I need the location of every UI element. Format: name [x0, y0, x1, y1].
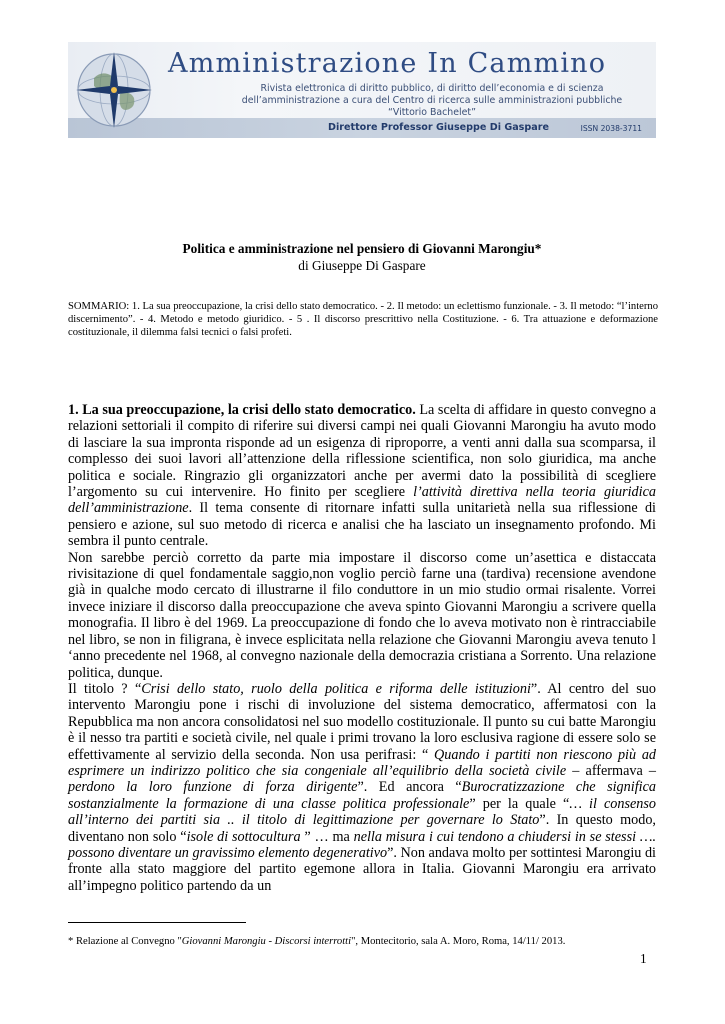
banner-description-line: dell’amministrazione a cura del Centro di ricerca sulle amministrazioni pubbliche [241, 95, 623, 106]
summary: SOMMARIO: 1. La sua preoccupazione, la crisi dello stato democratico. - 2. Il metodo: un eclettismo funzionale. - 3. Il metodo: “l’interno discernimento”. - 4. Metodo e metodo giuridico. - 5 . Il discorso prescrittivo nella Costituzione. - 6. Tra attuazione e deformazione costituzionale, il dilemma falsi tecnici o falsi profeti. [68, 301, 658, 339]
text-run: ", Montecitorio, sala A. Moro, Roma, 14/11/ 2013. [351, 936, 566, 947]
text-run: . Il tema consente di ritornare infatti sulla unitarietà nella sua riflessione di pensiero e azione, sul suo metodo di ricerca e analisi che ha lasciato un insegnamento profondo. Mi sembra il punto centrale. [68, 500, 656, 550]
section-heading: 1. La sua preoccupazione, la crisi dello stato democratico. [68, 402, 416, 418]
text-run: ”. Non andava molto per sottintesi Marongiu di fronte alla stato maggiore del partito egemone allora in Italia. Giovanni Marongiu era arrivato all’impegno politico partendo da un [68, 844, 656, 894]
text-run: ”. Al centro del suo intervento Marongiu pone i rischi di involuzione del sistema democratico, affermatosi con la Repubblica ma non ancora consolidatosi nel suo modello costituzionale. Il punto su cui batte Marongiu è il nesso tra partiti e società civile, nel quale i primi trovano la loro esclusiva ragione di essere solo se effettivamente al servizio della seconda. Non usa perifrasi: “ [68, 680, 656, 763]
text-run: ”. Ed ancora “ [357, 779, 462, 796]
italic-run: Crisi dello stato, ruolo della politica e riforma delle istituzioni [141, 680, 531, 697]
italic-run: Burocratizzazione che significa sostanzialmente la formazione di una classe politica professionale [68, 779, 656, 812]
italic-run: isole di sottocultura [186, 828, 301, 845]
banner-description [222, 83, 642, 119]
paragraph [68, 681, 656, 894]
banner-issn: ISSN 2038-3711 [580, 124, 642, 133]
footnote-separator [68, 922, 246, 923]
banner-director: Direttore Professor Giuseppe Di Gaspare [328, 122, 549, 133]
paragraph [68, 402, 656, 550]
banner-description-line: Rivista elettronica di diritto pubblico, di diritto dell’economia e di scienza [260, 83, 604, 94]
banner-title: Amministrazione In Cammino [168, 48, 607, 79]
italic-run: … il consenso all’interno dei partiti sia .. il titolo di legittimazione per governare lo Stato [68, 795, 657, 829]
article-author: di Giuseppe Di Gaspare [298, 258, 426, 273]
text-run: Il titolo ? “ [68, 680, 142, 697]
globe-compass-icon [72, 48, 156, 132]
page-number: 1 [640, 951, 647, 966]
text-run: La scelta di affidare in questo convegno a relazioni settoriali il compito di riferire sui diversi campi nei quali Giovanni Marongiu ha avuto modo di lasciare la sua impronta risponde ad un esigenza di riproporre, a venti anni dalla sua scomparsa, il complesso dei suoi lavori all’attenzione della riflessione scientifica, non solo giuridica, ma anche politica e sociale. Ringrazio gli organizzatori anche per avermi dato la possibilità di scegliere l’argomento su cui intervenire. Ho finito per scegliere [68, 402, 657, 501]
italic-run: nella misura i cui tendono a chiudersi in se stessi …. possono diventare un gravissimo elemento degenerativo [68, 828, 656, 861]
text-run: ”. In questo modo, diventano non solo “ [68, 812, 656, 845]
banner-description-line: “Vittorio Bachelet” [388, 107, 476, 118]
italic-run: Giovanni Marongiu - Discorsi interrotti [181, 936, 352, 947]
text-run: ” per la quale “ [469, 795, 570, 812]
text-run: * Relazione al Convegno " [68, 936, 182, 947]
italic-run: l’attività direttiva nella teoria giuridica dell’amministrazione [68, 484, 656, 517]
journal-banner [68, 42, 656, 138]
italic-run: perdono la loro funzione di forza dirigente [68, 779, 358, 796]
text-run: affermava – [579, 762, 656, 779]
paragraph: Non sarebbe perciò corretto da parte mia impostare il discorso come un’asettica e distaccata rivisitazione di quel fondamentale saggio,non voglio perciò farne una (tardiva) recensione avendone già in qualche modo cercato di illustrarne il filo conduttore in un mio studio ormai risalente. Vorrei invece iniziare il discorso dalla preoccupazione che aveva spinto Giovanni Marongiu a scrivere quella monografia. Il libro è del 1969. La preoccupazione di fondo che lo aveva motivato non è rintracciabile nel libro, se non in filigrana, è invece esplicitata nella relazione che Giovanni Marongiu aveva tenuto l ‘anno precedente nel 1968, al convegno nazionale della democrazia cristiana a Sorrento. Una relazione politica, dunque. [68, 549, 656, 681]
text-run: ” … ma [300, 828, 354, 845]
article-body [68, 402, 656, 894]
italic-run: Quando i partiti non riescono più ad esprimere un indirizzo politico che sia congeniale all’equilibrio della società civile – [68, 746, 657, 779]
footnote [68, 936, 668, 947]
article-title: Politica e amministrazione nel pensiero di Giovanni Marongiu* [182, 241, 542, 256]
